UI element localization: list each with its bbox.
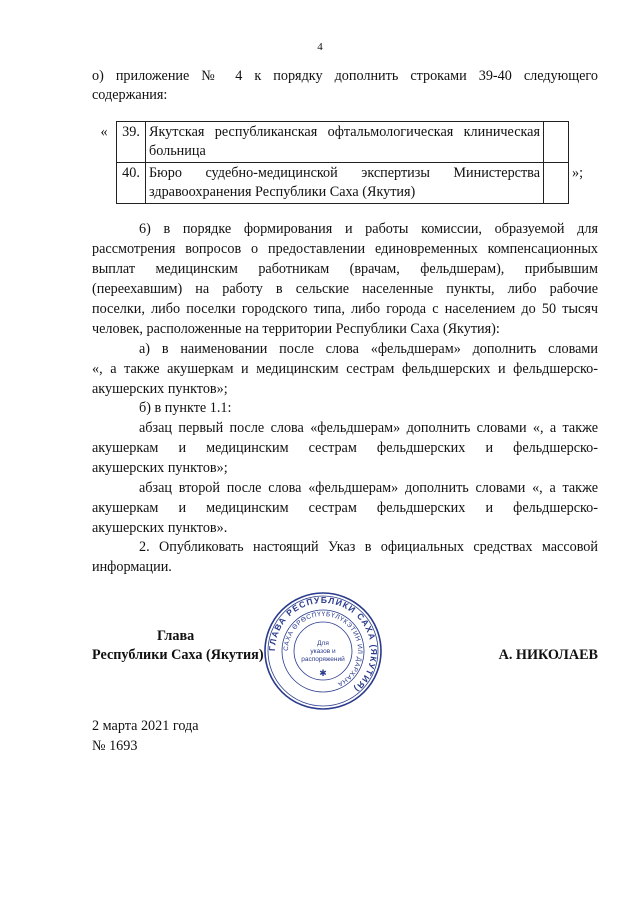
para-a-line: «, а также акушеркам и медицинским сестрам фельдшерских и фельдшерско-	[92, 361, 598, 377]
para-b2-line: абзац второй после слова «фельдшерам» дополнить словами «, а также	[139, 480, 598, 496]
official-stamp	[262, 590, 384, 712]
row-text-line: Якутская республиканская офтальмологическая клиническая	[149, 124, 540, 140]
para6-line: поселки, либо поселки городского типа, либо города с населением до 50 тысяч	[92, 301, 598, 317]
para-a-line: акушерских пунктов»;	[92, 381, 228, 397]
para6-line: (переехавшим) на работу в сельские населенные пункты, либо рабочие	[92, 281, 598, 297]
row-number: 40.	[117, 163, 146, 204]
empty-cell	[544, 163, 569, 204]
para-b1-line: абзац первый после слова «фельдшерам» дополнить словами «, а также	[139, 420, 598, 436]
para-2-line: информации.	[92, 559, 172, 575]
stamp-center-line-3: распоряжений	[301, 656, 345, 663]
open-quote: «	[100, 123, 108, 140]
para-b2-line: акушерских пунктов».	[92, 520, 228, 536]
para6-line: человек, расположенные на территории Республики Саха (Якутия):	[92, 321, 500, 337]
row-text-line: больница	[149, 143, 206, 159]
para-b1-line: акушерских пунктов»;	[92, 460, 228, 476]
stamp-center-line-1: Для	[317, 640, 329, 647]
intro-line-2: содержания:	[92, 87, 168, 103]
para-b2-line: акушеркам и медицинским сестрам фельдшерских и фельдшерско-	[92, 500, 598, 516]
signature-title-line-2: Республики Саха (Якутия)	[92, 647, 264, 663]
stamp-center-line-2: указов и	[310, 648, 336, 655]
intro-line-1: о) приложение № 4 к порядку дополнить строками 39-40 следующего	[92, 68, 598, 84]
para6-line: выплат медицинским работникам (врачам, фельдшерам), прибывшим	[92, 261, 598, 277]
table-row	[92, 122, 599, 163]
stamp-inner-text: САХА ӨРӨСПҮҮБҮЛҮКЭТИН ИЛ ДАРХАНА	[282, 610, 364, 688]
close-quote: »;	[572, 164, 584, 181]
para6-line: 6) в порядке формирования и работы комиссии, образуемой для	[139, 221, 598, 237]
appendix-table	[92, 121, 599, 204]
row-number: 39.	[117, 122, 146, 163]
table-row	[92, 163, 599, 204]
signatory-name: А. НИКОЛАЕВ	[498, 647, 598, 663]
row-text	[146, 163, 544, 204]
row-text-line: здравоохранения Республики Саха (Якутия)	[149, 184, 416, 200]
para-a-line: а) в наименовании после слова «фельдшерам» дополнить словами	[139, 341, 598, 357]
document-number: № 1693	[92, 738, 138, 754]
empty-cell	[544, 122, 569, 163]
row-text	[146, 122, 544, 163]
para6-line: рассмотрения вопросов о предоставлении единовременных компенсационных	[92, 241, 598, 257]
quote-spacer	[569, 122, 600, 163]
document-date: 2 марта 2021 года	[92, 718, 199, 734]
para-2-line: 2. Опубликовать настоящий Указ в официальных средствах массовой	[139, 539, 598, 555]
row-text-line: Бюро судебно-медицинской экспертизы Министерства	[149, 165, 540, 181]
stamp-star-icon: ✱	[319, 669, 327, 679]
stamp-outer-text: ГЛАВА РЕСПУБЛИКИ САХА (ЯКУТИЯ)	[266, 594, 380, 695]
quote-spacer	[92, 163, 117, 204]
page-number: 4	[317, 41, 323, 53]
signature-title-line-1: Глава	[157, 628, 195, 644]
paragraph-b: б) в пункте 1.1:	[139, 400, 232, 416]
para-b1-line: акушеркам и медицинским сестрам фельдшерских и фельдшерско-	[92, 440, 598, 456]
